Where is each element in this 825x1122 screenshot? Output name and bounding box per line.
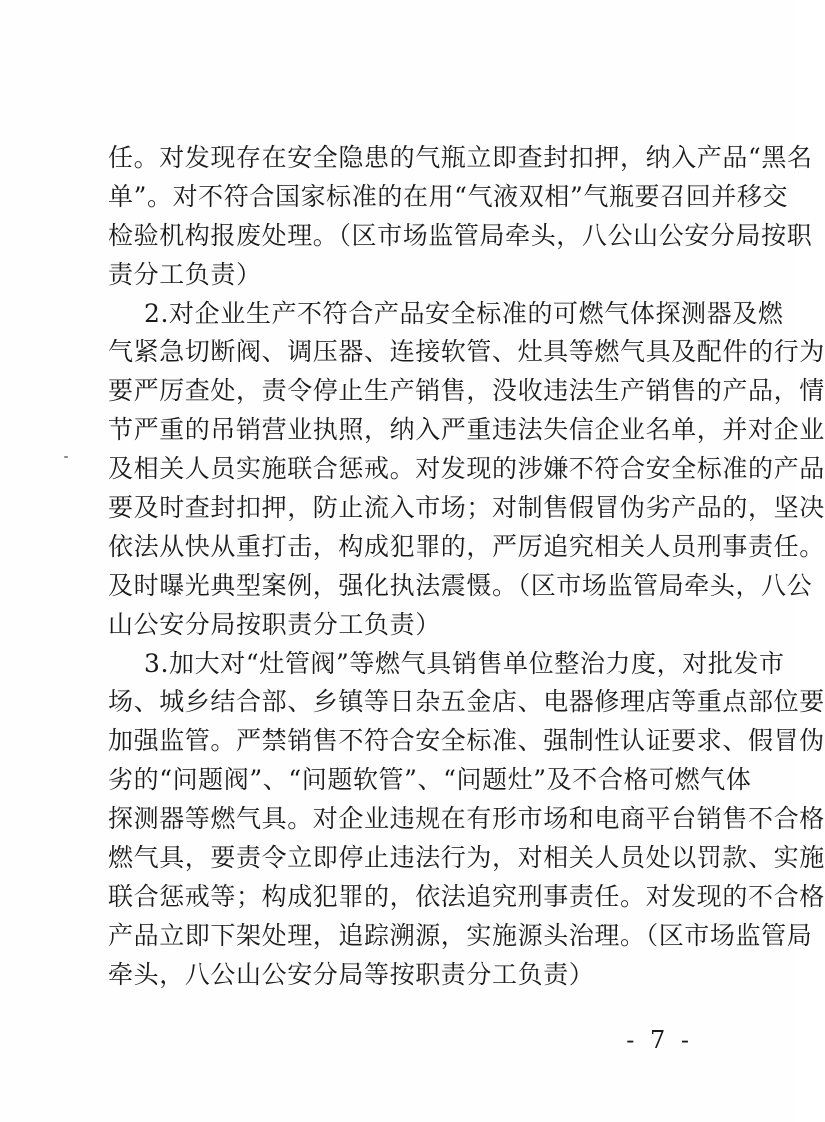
- paragraph-2-line-9: 山公安分局按职责分工负责）: [108, 609, 441, 639]
- paragraph-3-line-2: 场、城乡结合部、乡镇等日杂五金店、电器修理店等重点部位要: [108, 687, 825, 717]
- paragraph-3-line-5: 探测器等燃气具。对企业违规在有形市场和电商平台销售不合格: [108, 804, 825, 834]
- paragraph-3-line-8: 产品立即下架处理，追踪溯源，实施源头治理。（区市场监管局: [108, 920, 813, 950]
- page-number: - 7 -: [626, 1026, 693, 1054]
- paragraph-3-line-6: 燃气具，要责令立即停止违法行为，对相关人员处以罚款、实施: [108, 843, 825, 873]
- paragraph-3-line-3: 加强监管。严禁销售不符合安全标准、强制性认证要求、假冒伪: [108, 726, 825, 756]
- paragraph-2-line-1: 2.对企业生产不符合产品安全标准的可燃气体探测器及燃: [144, 298, 784, 328]
- paragraph-1-line-2: 单”。对不符合国家标准的在用“气液双相”气瓶要召回并移交: [108, 181, 789, 211]
- paragraph-3-line-4: 劣的“问题阀”、“问题软管”、“问题灶”及不合格可燃气体: [108, 765, 752, 795]
- paragraph-3-line-1: 3.加大对“灶管阀”等燃气具销售单位整治力度，对批发市: [144, 648, 785, 678]
- body-text: [108, 139, 825, 995]
- paragraph-1-line-4: 责分工负责）: [108, 259, 262, 289]
- paragraph-2-line-5: 及相关人员实施联合惩戒。对发现的涉嫌不符合安全标准的产品: [108, 454, 825, 484]
- paragraph-2-line-4: 节严重的吊销营业执照，纳入严重违法失信企业名单，并对企业: [108, 415, 825, 445]
- paragraph-1-line-3: 检验机构报废处理。（区市场监管局牵头，八公山公安分局按职: [108, 220, 813, 250]
- paragraph-2-line-6: 要及时查封扣押，防止流入市场；对制售假冒伪劣产品的，坚决: [108, 493, 825, 523]
- paragraph-3-line-9: 牵头，八公山公安分局等按职责分工负责）: [108, 959, 595, 989]
- paragraph-2-line-3: 要严厉查处，责令停止生产销售，没收违法生产销售的产品，情: [108, 376, 825, 406]
- paragraph-2-line-2: 气紧急切断阀、调压器、连接软管、灶具等燃气具及配件的行为: [108, 337, 825, 367]
- paragraph-3-line-7: 联合惩戒等；构成犯罪的，依法追究刑事责任。对发现的不合格: [108, 881, 825, 911]
- paragraph-2-line-8: 及时曝光典型案例，强化执法震慑。（区市场监管局牵头，八公: [108, 570, 813, 600]
- scan-speck: [64, 456, 68, 458]
- paragraph-2-line-7: 依法从快从重打击，构成犯罪的，严厉追究相关人员刑事责任。: [108, 531, 825, 561]
- paragraph-1-line-1: 任。对发现存在安全隐患的气瓶立即查封扣押，纳入产品“黑名: [108, 143, 813, 172]
